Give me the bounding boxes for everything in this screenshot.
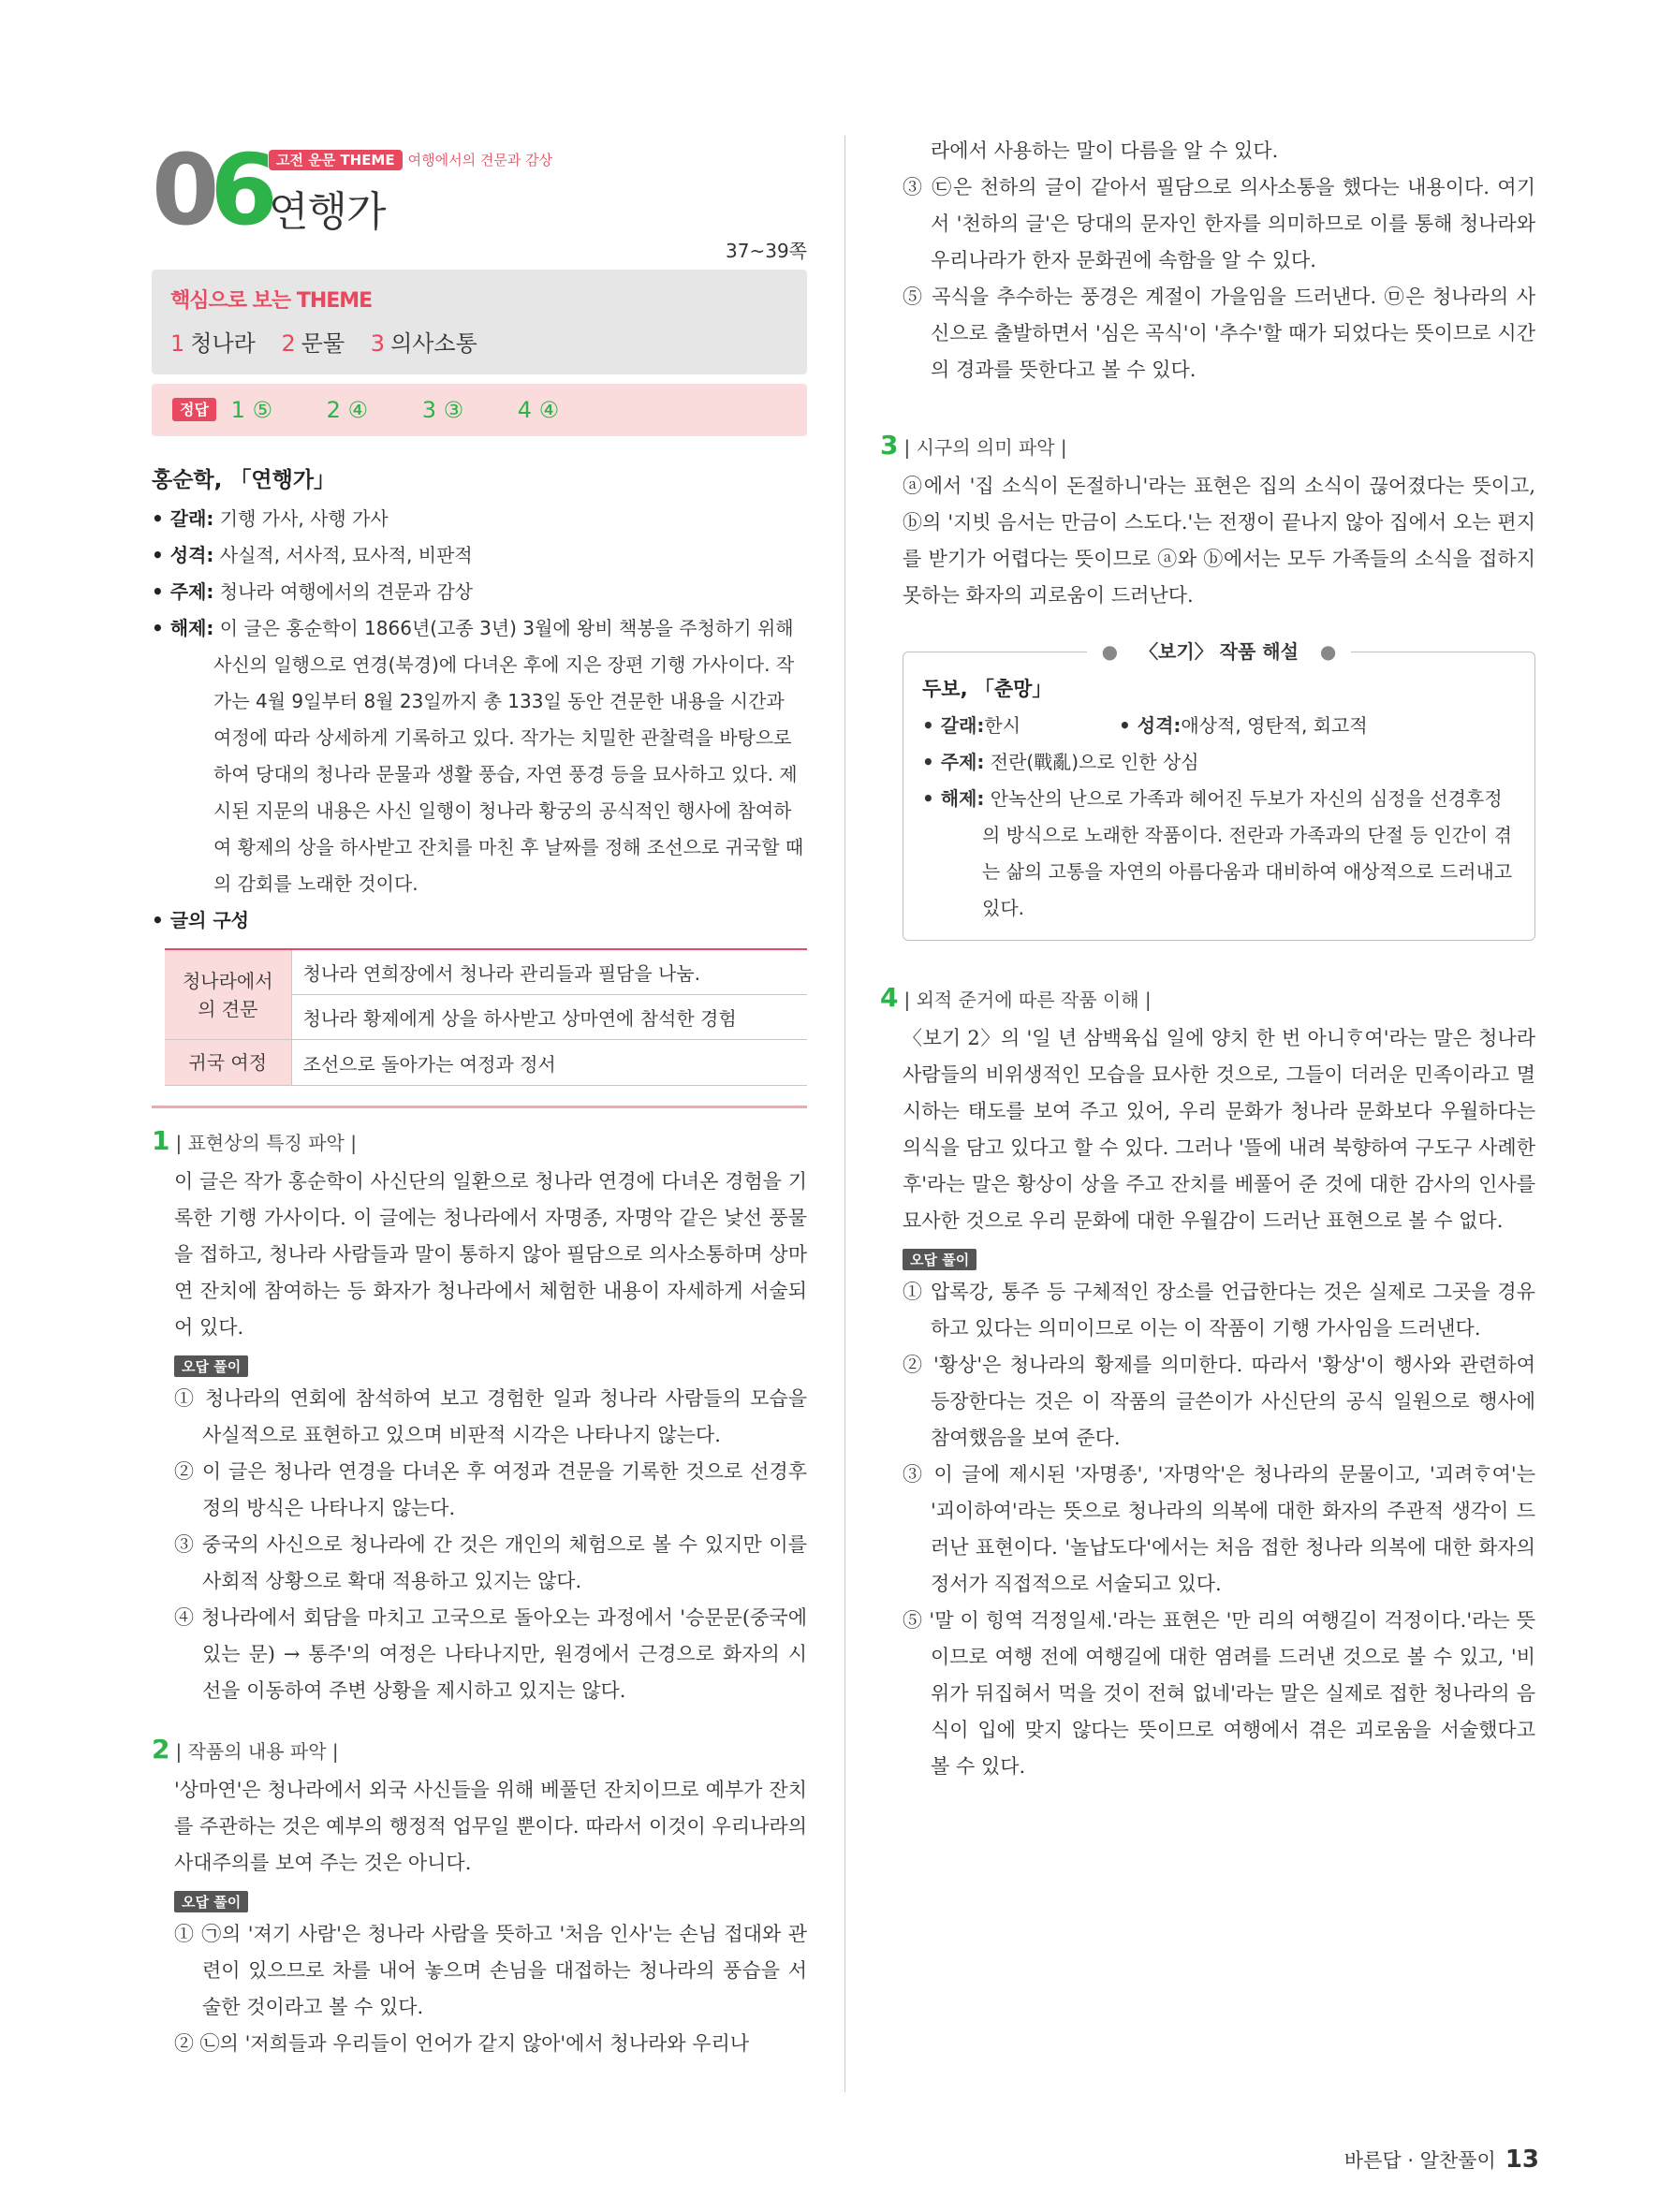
theme-tag: 고전 운문 THEME xyxy=(269,150,403,170)
option-item: ③ 중국의 사신으로 청나라에 간 것은 개인의 체험으로 볼 수 있지만 이를 사회적 상황으로 확대 적용하고 있지는 않다. xyxy=(174,1533,807,1592)
wrong-answer-tag: 오답 풀이 xyxy=(903,1249,976,1270)
keyword-item: 3 의사소통 xyxy=(370,330,477,357)
question-3 xyxy=(880,430,1535,614)
left-column xyxy=(152,131,807,2062)
question-1 xyxy=(152,1125,807,1709)
question-heading: 2 | 작품의 내용 파악 | xyxy=(152,1734,339,1765)
question-explanation: ⓐ에서 '집 소식이 돈절하니'라는 표현은 집의 소식이 끊어졌다는 뜻이고, ⓑ의 '지빗 음서는 만금이 스도다.'는 전쟁이 끝나지 않아 집에서 오는 편지를 받기가 어렵다는 뜻이므로 ⓐ와 ⓑ에서는 모두 가족들의 소식을 접하지 못하는 화자의 괴로움이 드러난다. xyxy=(903,475,1535,607)
work-info-list xyxy=(152,501,807,939)
column-divider xyxy=(844,136,845,2092)
lesson-header xyxy=(152,131,807,262)
option-item: ② 이 글은 청나라 연경을 다녀온 후 여정과 견문을 기록한 것으로 선경후정의 방식은 나타나지 않는다. xyxy=(174,1460,807,1519)
table-cell: 청나라 연희장에서 청나라 관리들과 필담을 나눔. xyxy=(291,949,807,995)
theme-box xyxy=(152,270,807,374)
question-4 xyxy=(880,982,1535,1785)
book-title: 바른답 · 알찬풀이 xyxy=(1343,2149,1496,2172)
question-2 xyxy=(152,1734,807,2062)
answer-item: 3 ③ xyxy=(421,397,464,423)
option-item: ① 청나라의 연회에 참석하여 보고 경험한 일과 청나라 사람들의 모습을 사실적으로 표현하고 있으며 비판적 시각은 나타나지 않는다. xyxy=(174,1387,807,1446)
answer-box xyxy=(152,384,807,436)
info-item: • 주제: 청나라 여행에서의 견문과 감상 xyxy=(152,580,473,603)
right-column xyxy=(880,133,1535,1785)
option-item: ⑤ 곡식을 추수하는 풍경은 계절이 가을임을 드러낸다. ㉤은 청나라의 사신으로 출발하면서 '심은 곡식'이 '추수'할 때가 되었다는 뜻이므로 시간의 경과를 뜻한다고 볼 수 있다. xyxy=(903,286,1535,381)
theme-line xyxy=(269,150,552,169)
option-item: ⑤ '말 이 힝역 걱정일세.'라는 표현은 '만 리의 여행길이 걱정이다.'라는 뜻이므로 여행 전에 여행길에 대한 염려를 드러낸 것으로 볼 수 있고, '비위가 뒤집혀서 먹을 것이 전혀 없네'라는 말은 실제로 접한 청나라의 음식이 입에 맞지 않다는 뜻이므로 여행에서 겪은 괴로움을 서술했다고 볼 수 있다. xyxy=(903,1609,1535,1778)
keyword-item: 1 청나라 xyxy=(170,330,256,357)
bogi-box xyxy=(903,640,1535,941)
option-list xyxy=(880,169,1535,388)
table-row xyxy=(165,949,807,995)
option-item: ③ 이 글에 제시된 '자명종', '자명악'은 청나라의 문물이고, '괴려ᄒᆞ여'는 '괴이하여'라는 뜻으로 청나라의 의복에 대한 화자의 주관적 생각이 드러난 표현이다. '놀납도다'에서는 처음 접한 청나라 의복에 대한 화자의 정서가 직접적으로 서술되고 있다. xyxy=(903,1463,1535,1595)
question-explanation: 〈보기 2〉의 '일 년 삼백육십 일에 양치 한 번 아니ᄒᆞ여'라는 말은 청나라 사람들의 비위생적인 모습을 묘사한 것으로, 그들이 더러운 민족이라고 멸시하는 태도를 보여 주고 있어, 우리 문화가 청나라 문화보다 우월하다는 의식을 담고 있다고 할 수 있다. 그러나 '뜰에 내려 북향하여 구도구 사례한 후'라는 말은 황상이 상을 주고 잔치를 베풀어 준 것에 대한 감사의 인사를 묘사한 것으로 우리 문화에 대한 우월감이 드러난 표현으로 볼 수 없다. xyxy=(903,1027,1535,1232)
option-list xyxy=(880,133,1535,169)
option-list xyxy=(152,1381,807,1709)
page-number: 13 xyxy=(1505,2146,1539,2174)
structure-table xyxy=(165,948,807,1086)
answer-item: 1 ⑤ xyxy=(230,397,272,423)
bogi-work-title: 두보, 「춘망」 xyxy=(922,678,1052,700)
section-rule xyxy=(152,1099,807,1108)
info-item: • 해제: 안녹산의 난으로 가족과 헤어진 두보가 자신의 심정을 선경후정의 방식으로 노래한 작품이다. 전란과 가족과의 단절 등 인간이 겪는 삶의 고통을 자연의 아름다움과 대비하여 애상적으로 드러내고 있다. xyxy=(922,787,1513,919)
table-header-cell: 귀국 여정 xyxy=(165,1040,291,1086)
wrong-answer-tag: 오답 풀이 xyxy=(174,1355,248,1377)
keyword-list xyxy=(170,325,788,358)
info-item: • 성격: 사실적, 서사적, 묘사적, 비판적 xyxy=(152,544,473,566)
question-heading: 4 | 외적 준거에 따른 작품 이해 | xyxy=(880,982,1152,1013)
info-item: • 갈래: 기행 가사, 사행 가사 xyxy=(152,507,389,530)
bogi-title: ● 〈보기〉 작품 해설 ● xyxy=(903,639,1534,664)
option-item: ② '황상'은 청나라의 황제를 의미한다. 따라서 '황상'이 행사와 관련하여 등장한다는 것은 이 작품의 글쓴이가 사신단의 공식 일원으로 행사에 참여했음을 보여 준다. xyxy=(903,1354,1535,1449)
answer-item: 4 ④ xyxy=(517,397,560,423)
info-item: • 갈래:한시 • 성격:애상적, 영탄적, 회고적 xyxy=(922,714,1368,737)
answer-tag: 정답 xyxy=(172,398,216,421)
lesson-title: 연행가 xyxy=(269,188,386,236)
option-item: ③ ㉢은 천하의 글이 같아서 필담으로 의사소통을 했다는 내용이다. 여기서 '천하의 글'은 당대의 문자인 한자를 의미하므로 이를 통해 청나라와 우리나라가 한자 문화권에 속함을 알 수 있다. xyxy=(903,176,1535,271)
question-heading: 1 | 표현상의 특징 파악 | xyxy=(152,1125,357,1156)
answer-item: 2 ④ xyxy=(326,397,369,423)
info-item: • 해제: 이 글은 홍순학이 1866년(고종 3년) 3월에 왕비 책봉을 주청하기 위해 사신의 일행으로 연경(북경)에 다녀온 후에 지은 장편 기행 가사이다. 작가는 4월 9일부터 8월 23일까지 총 133일 동안 견문한 내용을 시간과 여정에 따라 상세하게 기록하고 있다. 작가는 치밀한 관찰력을 바탕으로 하여 당대의 청나라 문물과 생활 풍습, 자연 풍경 등을 묘사하고 있다. 제시된 지문의 내용은 사신 일행이 청나라 황궁의 공식적인 행사에 참여하여 황제의 상을 하사받고 잔치를 마친 후 날짜를 정해 조선으로 귀국할 때의 감회를 노래한 것이다. xyxy=(152,617,804,895)
page-reference: 37~39쪽 xyxy=(726,240,807,262)
option-list xyxy=(152,1916,807,2062)
option-item: ② ㉡의 '저희들과 우리들이 언어가 같지 않아'에서 청나라와 우리나 xyxy=(174,2032,750,2055)
option-continuation: 라에서 사용하는 말이 다름을 알 수 있다. xyxy=(931,139,1279,162)
lesson-number: 06 xyxy=(152,133,269,247)
question-explanation: 이 글은 작가 홍순학이 사신단의 일환으로 청나라 연경에 다녀온 경험을 기록한 기행 가사이다. 이 글에는 청나라에서 자명종, 자명악 같은 낯선 풍물을 접하고, 청나라 사람들과 말이 통하지 않아 필담으로 의사소통하며 상마연 잔치에 참여하는 등 화자가 청나라에서 체험한 내용이 자세하게 서술되어 있다. xyxy=(174,1170,807,1339)
option-list xyxy=(880,1274,1535,1785)
option-item: ④ 청나라에서 회담을 마치고 고국으로 돌아오는 과정에서 '승문문(중국에 있는 문) → 통주'의 여정은 나타나지만, 원경에서 근경으로 화자의 시선을 이동하여 주변 상황을 제시하고 있지는 않다. xyxy=(174,1606,807,1702)
option-item: ① ㉠의 '져기 사람'은 청나라 사람을 뜻하고 '처음 인사'는 손님 접대와 관련이 있으므로 차를 내어 놓으며 손님을 대접하는 청나라의 풍습을 서술한 것이라고 볼 수 있다. xyxy=(174,1923,807,2018)
structure-label: • 글의 구성 xyxy=(152,909,249,931)
info-item: • 주제: 전란(戰亂)으로 인한 상심 xyxy=(922,751,1199,773)
theme-box-title: 핵심으로 보는 THEME xyxy=(170,289,373,313)
work-info xyxy=(152,462,807,1108)
theme-subtitle: 여행에서의 견문과 감상 xyxy=(407,152,553,168)
table-cell: 조선으로 돌아가는 여정과 정서 xyxy=(291,1040,807,1086)
table-cell: 청나라 황제에게 상을 하사받고 상마연에 참석한 경험 xyxy=(291,995,807,1040)
option-item: ① 압록강, 통주 등 구체적인 장소를 언급한다는 것은 실제로 그곳을 경유하고 있다는 의미이므로 이는 이 작품이 기행 가사임을 드러낸다. xyxy=(903,1281,1535,1340)
question-explanation: '상마연'은 청나라에서 외국 사신들을 위해 베풀던 잔치이므로 예부가 잔치를 주관하는 것은 예부의 행정적 업무일 뿐이다. 따라서 이것이 우리나라의 사대주의를 보여 주는 것은 아니다. xyxy=(174,1779,807,1874)
wrong-answer-tag: 오답 풀이 xyxy=(174,1891,248,1912)
keyword-item: 2 문물 xyxy=(281,330,345,357)
table-row xyxy=(165,1040,807,1086)
page-footer xyxy=(1344,2146,1539,2174)
work-title: 홍순학, 「연행가」 xyxy=(152,468,336,492)
question-heading: 3 | 시구의 의미 파악 | xyxy=(880,430,1067,461)
table-header-cell: 청나라에서의 견문 xyxy=(165,949,291,1040)
bogi-info-list xyxy=(922,708,1516,927)
